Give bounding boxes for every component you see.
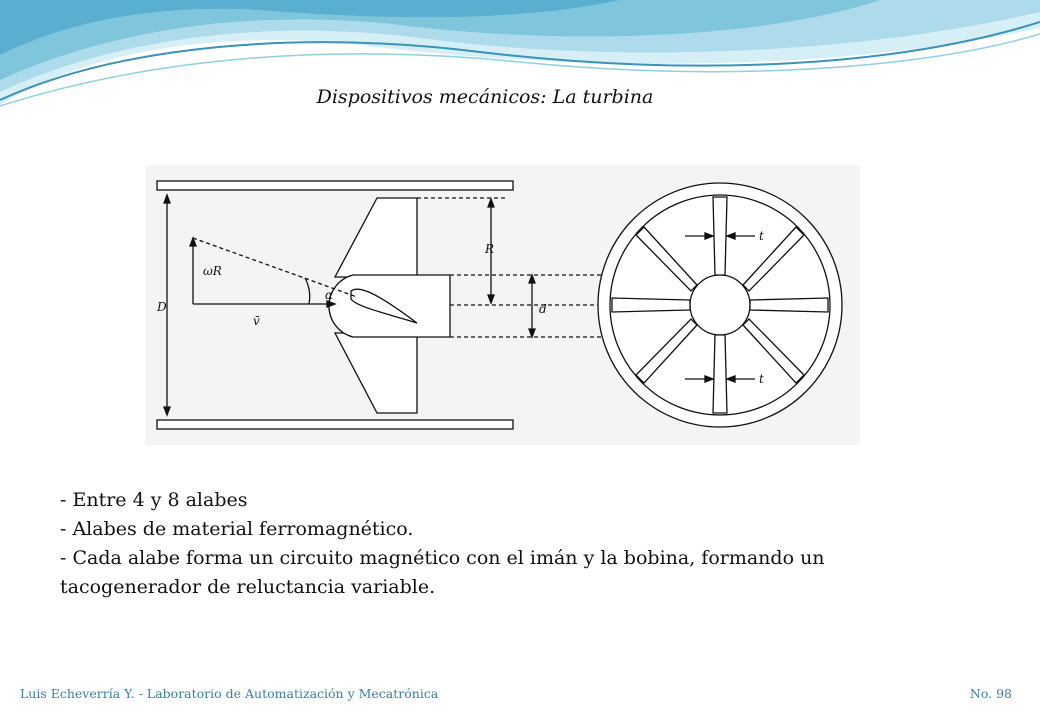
hub-front [690, 275, 750, 335]
label-v: v̄ [253, 314, 260, 328]
bullet-item-continuation: tacogenerador de reluctancia variable. [60, 576, 436, 598]
bullet-item: - Entre 4 y 8 alabes [60, 489, 248, 511]
footer-author: Luis Echeverría Y. - Laboratorio de Automatización y Mecatrónica [20, 686, 439, 701]
label-d: d [539, 302, 547, 316]
label-t-top: t [759, 229, 764, 243]
label-t-bottom: t [759, 372, 764, 386]
pipe-wall-top [157, 181, 513, 190]
bullet-item: - Alabes de material ferromagnético. [60, 518, 414, 540]
slide-title: Dispositivos mecánicos: La turbina [316, 86, 654, 108]
label-R: R [485, 242, 495, 256]
label-D: D [157, 300, 167, 314]
footer-page-number: No. 98 [969, 686, 1012, 701]
label-alpha: α [325, 288, 334, 302]
turbine-diagram [145, 165, 860, 445]
label-omegaR: ωR [203, 264, 222, 278]
bullet-list [60, 486, 940, 602]
bullet-item: - Cada alabe forma un circuito magnético con el imán y la bobina, formando un [60, 547, 825, 569]
pipe-wall-bottom [157, 420, 513, 429]
